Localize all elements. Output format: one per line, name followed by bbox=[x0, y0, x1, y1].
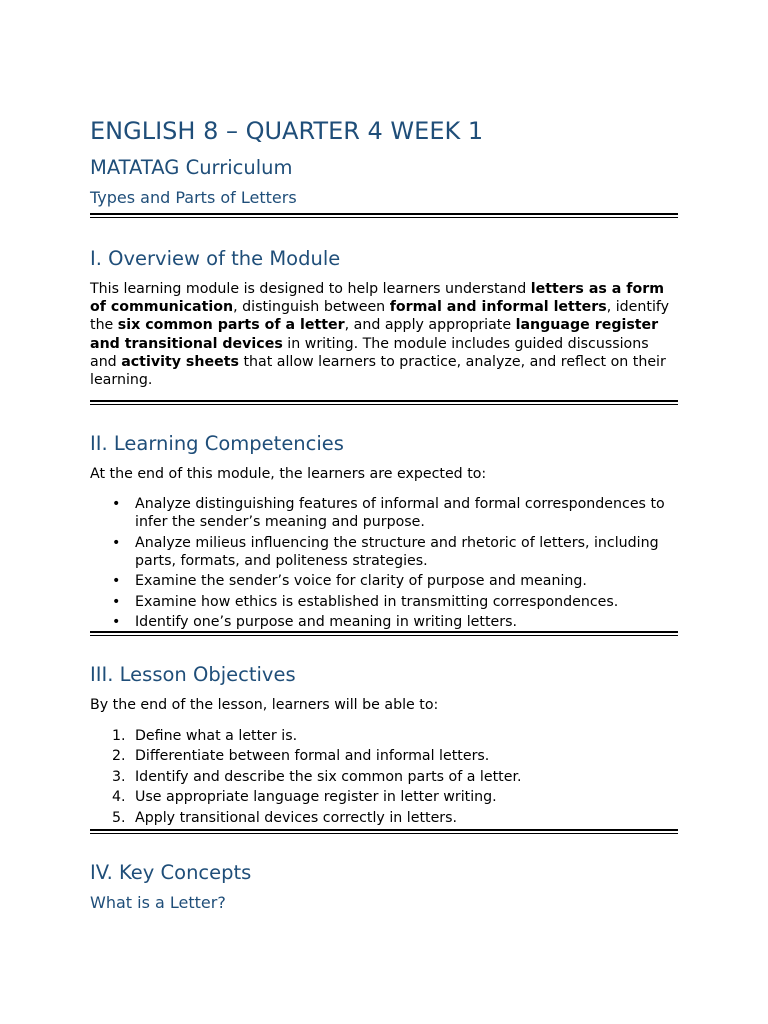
overview-bold-1: letters as a form of communication bbox=[90, 281, 664, 316]
list-item-text: Differentiate between formal and informal letters. bbox=[135, 748, 490, 765]
objectives-section bbox=[90, 662, 678, 833]
bullet-icon: • bbox=[112, 573, 121, 590]
list-item bbox=[90, 593, 678, 611]
overview-text-3: , identify the bbox=[90, 299, 670, 334]
overview-text-6: that allow learners to practice, analyze, and reflect on their learning. bbox=[90, 353, 666, 389]
bullet-icon: • bbox=[112, 496, 121, 513]
bullet-icon: • bbox=[112, 614, 121, 631]
competencies-heading: II. Learning Competencies bbox=[90, 432, 344, 456]
overview-text-1: This learning module is designed to help learners understand bbox=[90, 281, 531, 297]
section-divider bbox=[90, 400, 678, 405]
list-item bbox=[90, 727, 678, 745]
overview-text-2: , distinguish between bbox=[233, 299, 390, 316]
objectives-list bbox=[90, 727, 678, 827]
list-item bbox=[90, 495, 678, 531]
overview-bold-4: language register and transitional devices bbox=[90, 317, 659, 352]
list-item bbox=[90, 747, 678, 765]
list-item-text: Analyze distinguishing features of informal and formal correspondences to infer the sender’s meaning and purpose. bbox=[135, 496, 665, 531]
list-item-text: Apply transitional devices correctly in letters. bbox=[135, 809, 458, 826]
competencies-section bbox=[90, 431, 678, 636]
list-number: 5. bbox=[112, 809, 126, 826]
list-item bbox=[90, 768, 678, 786]
list-item-text: Use appropriate language register in letter writing. bbox=[135, 789, 497, 806]
list-item-text: Define what a letter is. bbox=[135, 727, 298, 744]
list-item-text: Examine the sender’s voice for clarity of purpose and meaning. bbox=[135, 573, 587, 590]
concepts-section bbox=[90, 860, 678, 914]
section-divider bbox=[90, 213, 678, 218]
bullet-icon: • bbox=[112, 593, 121, 610]
overview-bold-2: formal and informal letters bbox=[389, 299, 607, 316]
concepts-subheading: What is a Letter? bbox=[90, 892, 226, 912]
document-subtitle: MATATAG Curriculum bbox=[90, 156, 293, 179]
list-item bbox=[90, 613, 678, 631]
list-number: 4. bbox=[112, 789, 126, 806]
list-item bbox=[90, 809, 678, 827]
overview-bold-3: six common parts of a letter bbox=[117, 317, 345, 334]
objectives-heading: III. Lesson Objectives bbox=[90, 663, 296, 687]
list-number: 1. bbox=[112, 727, 126, 744]
list-item bbox=[90, 572, 678, 590]
list-item-text: Identify one’s purpose and meaning in writing letters. bbox=[135, 614, 518, 631]
list-item-text: Identify and describe the six common parts of a letter. bbox=[135, 768, 522, 785]
list-item bbox=[90, 534, 678, 570]
bullet-icon: • bbox=[112, 534, 121, 551]
document-title: ENGLISH 8 – QUARTER 4 WEEK 1 bbox=[90, 117, 484, 145]
overview-paragraph bbox=[90, 280, 678, 389]
section-divider bbox=[90, 829, 678, 834]
overview-section bbox=[90, 246, 678, 405]
list-item-text: Analyze milieus influencing the structure and rhetoric of letters, including parts, formats, and politeness strategies. bbox=[135, 534, 659, 569]
overview-text-5: in writing. The module includes guided discussions and bbox=[90, 335, 649, 370]
list-number: 3. bbox=[112, 768, 126, 785]
list-number: 2. bbox=[112, 748, 126, 765]
competencies-intro: At the end of this module, the learners are expected to: bbox=[90, 466, 487, 483]
objectives-intro: By the end of the lesson, learners will be able to: bbox=[90, 697, 439, 714]
overview-bold-5: activity sheets bbox=[121, 353, 239, 370]
list-item bbox=[90, 788, 678, 806]
overview-text-4: , and apply appropriate bbox=[344, 317, 516, 334]
competencies-list bbox=[90, 495, 678, 631]
section-divider bbox=[90, 631, 678, 636]
overview-heading: I. Overview of the Module bbox=[90, 247, 341, 270]
concepts-heading: IV. Key Concepts bbox=[90, 860, 252, 884]
document-content bbox=[90, 112, 678, 914]
list-item-text: Examine how ethics is established in transmitting correspondences. bbox=[135, 593, 619, 610]
document-topic: Types and Parts of Letters bbox=[90, 188, 297, 207]
